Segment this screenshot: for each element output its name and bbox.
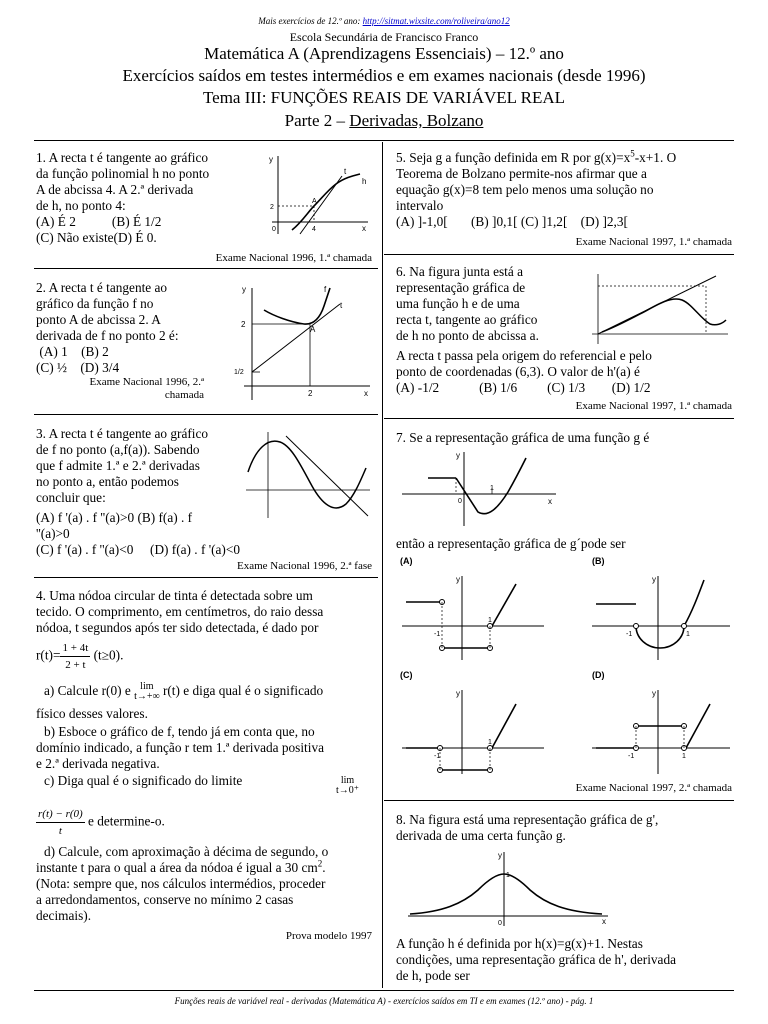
q7-g-label-y: y bbox=[456, 451, 460, 460]
q7-a-line-right bbox=[492, 584, 516, 626]
column-divider bbox=[382, 142, 383, 988]
q4-line: b) Esboce o gráfico de f, tendo já em conta que, no bbox=[44, 724, 315, 739]
q6-line: representação gráfica de bbox=[396, 280, 526, 295]
q7-b-label-1: 1 bbox=[686, 631, 690, 638]
q2-label-2y: 2 bbox=[241, 320, 246, 329]
q4-part-c: c) Diga qual é o significado do limite bbox=[44, 773, 243, 788]
q4-r-numerator: 1 + 4t bbox=[60, 640, 90, 657]
q7-b-open-point bbox=[634, 624, 639, 629]
q3-option-b: (B) f(a) . f bbox=[137, 510, 193, 525]
q3-line: no ponto a, então podemos bbox=[36, 474, 179, 489]
q1-label-h: h bbox=[362, 177, 367, 186]
top-note bbox=[0, 16, 768, 26]
q4-c-lim-sub: t→0⁺ bbox=[336, 785, 360, 796]
q8-label-1: 1 bbox=[506, 872, 510, 879]
q7-option-d-graph bbox=[588, 666, 734, 778]
q7-a-label-neg1: -1 bbox=[434, 631, 441, 638]
q6-separator bbox=[384, 418, 734, 419]
header-rule bbox=[34, 140, 734, 141]
q3-curve-f bbox=[248, 441, 366, 508]
q4-intro bbox=[36, 588, 372, 636]
q2-label-f: f bbox=[324, 285, 327, 294]
q3-separator bbox=[34, 577, 378, 578]
top-note-prefix: Mais exercícios de 12.º ano: bbox=[258, 16, 361, 26]
q7-label-d: (D) bbox=[592, 670, 605, 680]
q4-r-domain: (t≥0). bbox=[93, 647, 124, 663]
q7-graph-g bbox=[398, 448, 560, 528]
q1-line: 1. A recta t é tangente ao gráfico bbox=[36, 150, 209, 165]
q1-option-d: (D) É 0. bbox=[113, 230, 157, 245]
q1-label-2: 2 bbox=[270, 204, 274, 211]
q7-line-2: então a representação gráfica de g´pode ser bbox=[396, 536, 626, 551]
q2-graph bbox=[230, 282, 375, 404]
q7-label-b: (B) bbox=[592, 556, 605, 566]
q2-label-2x: 2 bbox=[308, 389, 313, 398]
title-line-4 bbox=[0, 111, 768, 131]
q7-b-label-neg1: -1 bbox=[626, 631, 633, 638]
school-name: Escola Secundária de Francisco Franco bbox=[289, 30, 479, 44]
q7-c-label-y: y bbox=[456, 689, 460, 698]
q4-part-a bbox=[44, 682, 374, 702]
q4-a-lim-sub: t→+∞ bbox=[134, 691, 160, 702]
q6-graph bbox=[582, 270, 732, 348]
q6-text bbox=[396, 264, 576, 344]
q1-source: Exame Nacional 1996, 1.ª chamada bbox=[215, 252, 372, 264]
q1-option-b: (B) É 1/2 bbox=[111, 214, 162, 229]
q4-c-denominator: t bbox=[58, 825, 62, 837]
q5-line1-end: -x+1. O bbox=[634, 150, 677, 165]
q1-text bbox=[36, 150, 266, 246]
title-line-4-underlined: Derivadas, Bolzano bbox=[349, 111, 484, 130]
q4-part-b bbox=[44, 724, 374, 740]
q7-g-label-x: x bbox=[548, 497, 552, 506]
q4-d-line2-end: . bbox=[322, 860, 326, 875]
q1-label-t: t bbox=[344, 167, 347, 176]
q1-label-y: y bbox=[269, 155, 273, 164]
q3-option-d: (D) f(a) . f '(a)<0 bbox=[150, 542, 241, 557]
q4-a-lim-word: lim bbox=[140, 681, 154, 692]
q2-option-a: (A) 1 bbox=[39, 344, 68, 359]
q1-line: A de abcissa 4. A 2.ª derivada bbox=[36, 182, 194, 197]
q1-option-c: (C) Não existe bbox=[36, 230, 114, 245]
q1-line: da função polinomial h no ponto bbox=[36, 166, 210, 181]
q7-g-label-0: 0 bbox=[458, 498, 462, 505]
q4-c-lim-word: lim bbox=[340, 775, 355, 786]
q6-line: de h no ponto de abcissa a. bbox=[396, 328, 539, 343]
footer: Funções reais de variável real - derivadas (Matemática A) - exercícios saídos em TI e em exames (12.º ano) - pág. 1 bbox=[174, 996, 594, 1006]
q7-g-label-1: 1 bbox=[490, 485, 494, 492]
q5-option-b: (B) ]0,1[ bbox=[470, 214, 518, 229]
q7-source: Exame Nacional 1997, 2.ª chamada bbox=[575, 782, 732, 794]
q5-line: intervalo bbox=[396, 198, 444, 213]
q7-a-label-y: y bbox=[456, 575, 460, 584]
q7-label-c: (C) bbox=[400, 670, 413, 680]
q1-option-a: (A) É 2 bbox=[36, 214, 76, 229]
title-line-3: Tema III: FUNÇÕES REAIS DE VARIÁVEL REAL bbox=[202, 88, 566, 107]
q7-b-curve-right bbox=[684, 580, 704, 626]
q8-line: de h, pode ser bbox=[396, 968, 470, 983]
q5-text bbox=[396, 150, 732, 230]
q1-label-x: x bbox=[362, 224, 366, 233]
q2-line: ponto A de abcissa 2. A bbox=[36, 312, 161, 327]
q3-line: concluir que: bbox=[36, 490, 106, 505]
q2-option-d: (D) 3/4 bbox=[80, 360, 120, 375]
q8-label-x: x bbox=[602, 917, 606, 926]
q6-option-c: (C) 1/3 bbox=[547, 380, 586, 395]
q7-line-1: 7. Se a representação gráfica de uma função g é bbox=[396, 430, 650, 445]
q1-line: de h, no ponto 4: bbox=[36, 198, 126, 213]
q8-label-0: 0 bbox=[498, 920, 502, 927]
q3-option-a: (A) f '(a) . f ''(a)>0 bbox=[36, 510, 135, 525]
q4-source: Prova modelo 1997 bbox=[285, 930, 372, 942]
q7-option-b-graph bbox=[588, 552, 734, 664]
q4-d-line2: instante t para o qual a área da nódoa é igual a 30 cm bbox=[36, 860, 318, 875]
q4-a-suffix: r(t) e diga qual é o significado bbox=[162, 683, 324, 699]
q5-option-c: (C) ]1,2[ bbox=[520, 214, 568, 229]
q8-label-y: y bbox=[498, 851, 502, 860]
q1-label-4: 4 bbox=[312, 226, 316, 233]
q6-source: Exame Nacional 1997, 1.ª chamada bbox=[575, 400, 732, 412]
q7-separator bbox=[384, 800, 734, 801]
q3-line: 3. A recta t é tangente ao gráfico bbox=[36, 426, 209, 441]
q7-option-c-graph bbox=[398, 666, 548, 778]
q4-line: decimais). bbox=[36, 908, 92, 923]
title-line-2: Exercícios saídos em testes intermédios e em exames nacionais (desde 1996) bbox=[122, 66, 646, 85]
q3-text bbox=[36, 426, 242, 506]
q7-c-label-1: 1 bbox=[488, 739, 492, 746]
q2-source-line: chamada bbox=[164, 389, 204, 401]
q5-option-a: (A) ]-1,0[ bbox=[396, 214, 448, 229]
q7-b-label-y: y bbox=[652, 575, 656, 584]
q6-option-a: (A) -1/2 bbox=[396, 380, 440, 395]
q7-c-label-neg1: -1 bbox=[434, 753, 441, 760]
q8-line: A função h é definida por h(x)=g(x)+1. Nestas bbox=[396, 936, 643, 951]
q4-c-numerator: r(t) − r(0) bbox=[36, 806, 85, 823]
q1-graph bbox=[262, 150, 372, 238]
q7-b-open-point bbox=[682, 624, 687, 629]
q8-text-2 bbox=[396, 936, 732, 984]
q2-label-x: x bbox=[364, 389, 368, 398]
q6-text-2 bbox=[396, 348, 732, 396]
q5-source: Exame Nacional 1997, 1.ª chamada bbox=[575, 236, 732, 248]
q6-option-b: (B) 1/6 bbox=[479, 380, 518, 395]
q2-source bbox=[36, 376, 204, 402]
q4-c-fraction bbox=[36, 806, 85, 839]
q2-separator bbox=[34, 414, 378, 415]
q4-r-fraction bbox=[60, 640, 90, 673]
q5-line: equação g(x)=8 tem pelo menos uma solução no bbox=[396, 182, 654, 197]
q7-d-label-neg1: -1 bbox=[628, 753, 635, 760]
q5-line: Teorema de Bolzano permite-nos afirmar que a bbox=[396, 166, 647, 181]
q7-d-line-right bbox=[686, 704, 710, 748]
q3-option-c: (C) f '(a) . f ''(a)<0 bbox=[36, 542, 134, 557]
q6-line: A recta t passa pela origem do referencial e pelo bbox=[396, 348, 652, 363]
q8-line: condições, uma representação gráfica de h', derivada bbox=[396, 952, 677, 967]
footer-rule bbox=[34, 990, 734, 991]
title-line-1: Matemática A (Aprendizagens Essenciais) – 12.º ano bbox=[204, 44, 564, 63]
q3-option-b-cont: ''(a)>0 bbox=[36, 526, 70, 541]
q2-label-y: y bbox=[242, 285, 246, 294]
q4-line: a arredondamentos, conserve no mínimo 2 casas bbox=[36, 892, 294, 907]
q2-label-t: t bbox=[340, 301, 343, 310]
q3-line: de f no ponto (a,f(a)). Sabendo bbox=[36, 442, 200, 457]
q8-curve-gprime bbox=[410, 874, 602, 914]
q7-a-label-1: 1 bbox=[488, 617, 492, 624]
q4-line: nódoa, t segundos após ter sido detectada, é dado por bbox=[36, 620, 319, 635]
q4-a-line2: físico desses valores. bbox=[36, 706, 148, 721]
q4-part-b-cont bbox=[36, 740, 372, 772]
q3-graph bbox=[242, 428, 374, 522]
q6-curve-h bbox=[602, 299, 726, 332]
q2-label-half: 1/2 bbox=[234, 369, 244, 376]
q3-source: Exame Nacional 1996, 2.ª fase bbox=[237, 560, 372, 572]
q4-r-denominator: 2 + t bbox=[65, 659, 86, 671]
q4-c-expression bbox=[36, 806, 372, 839]
q1-separator bbox=[34, 268, 378, 269]
q4-line: 4. Uma nódoa circular de tinta é detectada sobre um bbox=[36, 588, 313, 603]
q4-r-prefix: r(t)= bbox=[36, 647, 61, 663]
q2-line: 2. A recta t é tangente ao bbox=[36, 280, 168, 295]
q4-line: (Nota: sempre que, nos cálculos intermédios, proceder bbox=[36, 876, 326, 891]
q2-tangent-line bbox=[252, 304, 340, 372]
q6-line: 6. Na figura junta está a bbox=[396, 264, 524, 279]
q7-c-line-right bbox=[492, 704, 516, 748]
q8-graph bbox=[402, 846, 732, 928]
q3-line: que f admite 1.ª e 2.ª derivadas bbox=[36, 458, 200, 473]
q7-option-a-graph bbox=[398, 552, 548, 664]
q4-line: tecido. O comprimento, em centímetros, do raio dessa bbox=[36, 604, 324, 619]
q4-line: domínio indicado, a função r tem 1.ª derivada positiva bbox=[36, 740, 324, 755]
q1-label-0: 0 bbox=[272, 226, 276, 233]
title-line-4-prefix: Parte 2 – bbox=[284, 111, 346, 130]
q8-text bbox=[396, 812, 732, 844]
q7-d-label-y: y bbox=[652, 689, 656, 698]
q5-option-d: (D) ]2,3[ bbox=[580, 214, 628, 229]
q7-d-label-1: 1 bbox=[682, 753, 686, 760]
q7-label-a: (A) bbox=[400, 556, 413, 566]
q4-part-d: d) Calcule, com aproximação à décima de segundo, o bbox=[44, 844, 329, 859]
q4-part-d-cont bbox=[36, 860, 376, 924]
q8-line: derivada de uma certa função g. bbox=[396, 828, 566, 843]
q2-line: gráfico da função f no bbox=[36, 296, 154, 311]
q1-label-a: A bbox=[312, 198, 317, 205]
q2-label-a: A bbox=[310, 325, 316, 334]
q8-line: 8. Na figura está uma representação gráfica de g', bbox=[396, 812, 659, 827]
q4-line: e 2.ª derivada negativa. bbox=[36, 756, 160, 771]
q7-b-arc bbox=[636, 626, 684, 648]
q2-option-b: (B) 2 bbox=[81, 344, 109, 359]
q2-option-c: (C) ½ bbox=[36, 360, 68, 375]
q2-curve-f bbox=[264, 288, 330, 324]
q5-sup: 5 bbox=[630, 148, 635, 159]
q4-c-limit bbox=[336, 776, 359, 796]
q4-a-limit bbox=[134, 682, 160, 702]
q6-line: ponto de coordenadas (6,3). O valor de h'(a) é bbox=[396, 364, 640, 379]
q6-option-d: (D) 1/2 bbox=[611, 380, 651, 395]
top-note-link[interactable]: http://sitmat.wixsite.com/roliveira/ano12 bbox=[362, 16, 510, 26]
q2-line: derivada de f no ponto 2 é: bbox=[36, 328, 179, 343]
q4-c-suffix: e determine-o. bbox=[88, 813, 165, 829]
q4-a-prefix: a) Calcule r(0) e bbox=[44, 683, 131, 699]
q5-line1: 5. Seja g a função definida em R por g(x)=x bbox=[396, 150, 631, 165]
q4-formula bbox=[36, 640, 372, 673]
q5-separator bbox=[384, 254, 734, 255]
q6-line: recta t, tangente ao gráfico bbox=[396, 312, 538, 327]
q6-line: uma função h e de uma bbox=[396, 296, 520, 311]
q4-d-line2-sup: 2 bbox=[317, 858, 323, 869]
q2-source-line: Exame Nacional 1996, 2.ª bbox=[89, 376, 204, 388]
q2-text bbox=[36, 280, 236, 376]
